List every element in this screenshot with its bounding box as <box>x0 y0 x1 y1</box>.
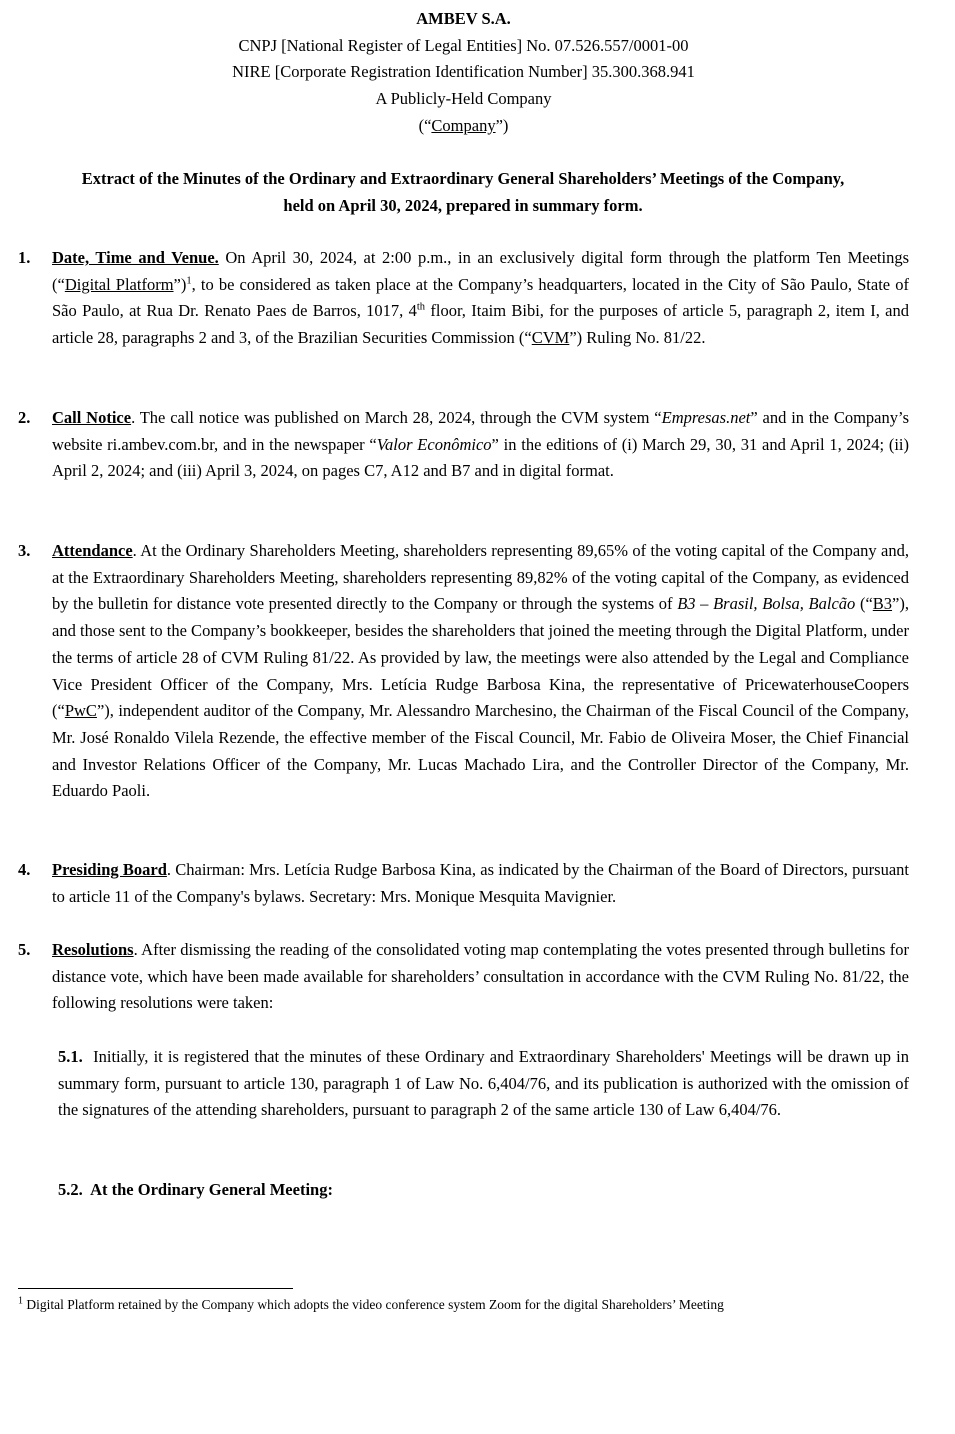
section-body: Resolutions. After dismissing the reading of the consolidated voting map contemplating the votes presented through bulletins for distance vote, which have been made available for shareholders’ consultation in accordance with the CVM Ruling No. 81/22, the following resolutions were taken: <box>52 940 909 1013</box>
footnote-separator <box>18 1288 293 1289</box>
section-heading: Presiding Board <box>52 860 167 879</box>
company-name: AMBEV S.A. <box>416 9 511 28</box>
cnpj-line: CNPJ [National Register of Legal Entities] No. 07.526.557/0001-00 <box>238 35 689 55</box>
section-body: Attendance. At the Ordinary Shareholders Meeting, shareholders representing 89,65% of the voting capital of the Company and, at the Extraordinary Shareholders Meeting, shareholders representing 89,82% of the voting capital of the Company, as evidenced by the bulletin for distance vote presented directly to the Company or through the systems of B3 – Brasil, Bolsa, Balcão (“B3”), and those sent to the Company’s bookkeeper, besides the shareholders that joined the meeting through the Digital Platform, under the terms of article 28 of CVM Ruling 81/22. As provided by law, the meetings were also attended by the Legal and Compliance Vice President Officer of the Company, Mrs. Letícia Rudge Barbosa Kina, the representative of PricewaterhouseCoopers (“PwC”), independent auditor of the Company, Mr. Alessandro Marchesino, the Chairman of the Fiscal Council of the Company, Mr. José Ronaldo Vilela Rezende, the effective member of the Fiscal Council, Mr. Fabio de Oliveira Moser, the Chief Financial and Investor Relations Officer of the Company, Mr. Lucas Machado Lira, and the Controller Director of the Company, Mr. Eduardo Paoli. <box>52 541 909 801</box>
title-line-2: held on April 30, 2024, prepared in summary form. <box>283 195 643 215</box>
section-body: Call Notice. The call notice was published on March 28, 2024, through the CVM system “Empresas.net” and in the Company’s website ri.ambev.com.br, and in the newspaper “Valor Econômico” in the editions of (i) March 29, 30, 31 and April 1, 2024; (ii) April 2, 2024; and (iii) April 3, 2024, on pages C7, A12 and B7 and in digital format. <box>52 408 910 481</box>
nire-line: NIRE [Corporate Registration Identification Number] 35.300.368.941 <box>232 62 695 82</box>
document-title <box>18 166 908 219</box>
section-number: 3. <box>18 541 31 560</box>
section-body: Presiding Board. Chairman: Mrs. Letícia Rudge Barbosa Kina, as indicated by the Chairman of the Board of Directors, pursuant to article 11 of the Company's bylaws. Secretary: Mrs. Monique Mesquita Mavignier. <box>52 860 909 906</box>
section-heading: Date, Time and Venue. <box>52 248 219 267</box>
company-type: A Publicly-Held Company <box>375 89 552 109</box>
subsection-number: 5.2. <box>58 1180 83 1199</box>
footnote-text: Digital Platform retained by the Company which adopts the video conference system Zoom for the digital Shareholders’ Meeting <box>23 1297 724 1312</box>
resolution-5-1 <box>58 1044 909 1124</box>
section-call-notice <box>18 405 909 485</box>
section-body: Date, Time and Venue. On April 30, 2024, at 2:00 p.m., in an exclusively digital form through the platform Ten Meetings (“Digital Platform”)$^1$, to be considered as taken place at the Company’s headquarters, located in the City of São Paulo, State of São Paulo, at Rua Dr. Renato Paes de Barros, 1017, 4th floor, Itaim Bibi, for the purposes of article 5, paragraph 2, item I, and article 28, paragraphs 2 and 3, of the Brazilian Securities Commission (“CVM”) Ruling No. 81/22. <box>52 248 910 348</box>
section-heading: Call Notice <box>52 408 132 427</box>
section-resolutions <box>18 937 909 1017</box>
subsection-heading: At the Ordinary General Meeting: <box>90 1180 333 1199</box>
section-number: 1. <box>18 248 31 267</box>
section-heading: Attendance <box>52 541 133 560</box>
section-number: 2. <box>18 408 31 427</box>
subsection-text: Initially, it is registered that the minutes of these Ordinary and Extraordinary Shareholders' Meetings will be drawn up in summary form, pursuant to article 130, paragraph 1 of Law No. 6,404/76, and its publication is authorized with the omission of the signatures of the attending shareholders, pursuant to paragraph 2 of the same article 130 of Law 6,404/76. <box>58 1047 909 1120</box>
section-heading: Resolutions <box>52 940 134 959</box>
section-date-time-venue <box>18 245 909 352</box>
title-line-1: Extract of the Minutes of the Ordinary and Extraordinary General Shareholders’ Meetings of the Company, <box>81 169 845 188</box>
company-defined-term: (“Company”) <box>418 115 509 135</box>
section-presiding-board <box>18 857 909 910</box>
company-header <box>0 6 927 140</box>
section-number: 5. <box>18 940 31 959</box>
resolution-5-2 <box>58 1177 333 1204</box>
subsection-number: 5.1. <box>58 1047 83 1066</box>
footnote-marker: 1 <box>18 1295 23 1307</box>
footnote-reference: 1 <box>186 275 192 287</box>
footnote <box>18 1296 724 1314</box>
section-attendance <box>18 538 909 805</box>
section-number: 4. <box>18 860 31 879</box>
